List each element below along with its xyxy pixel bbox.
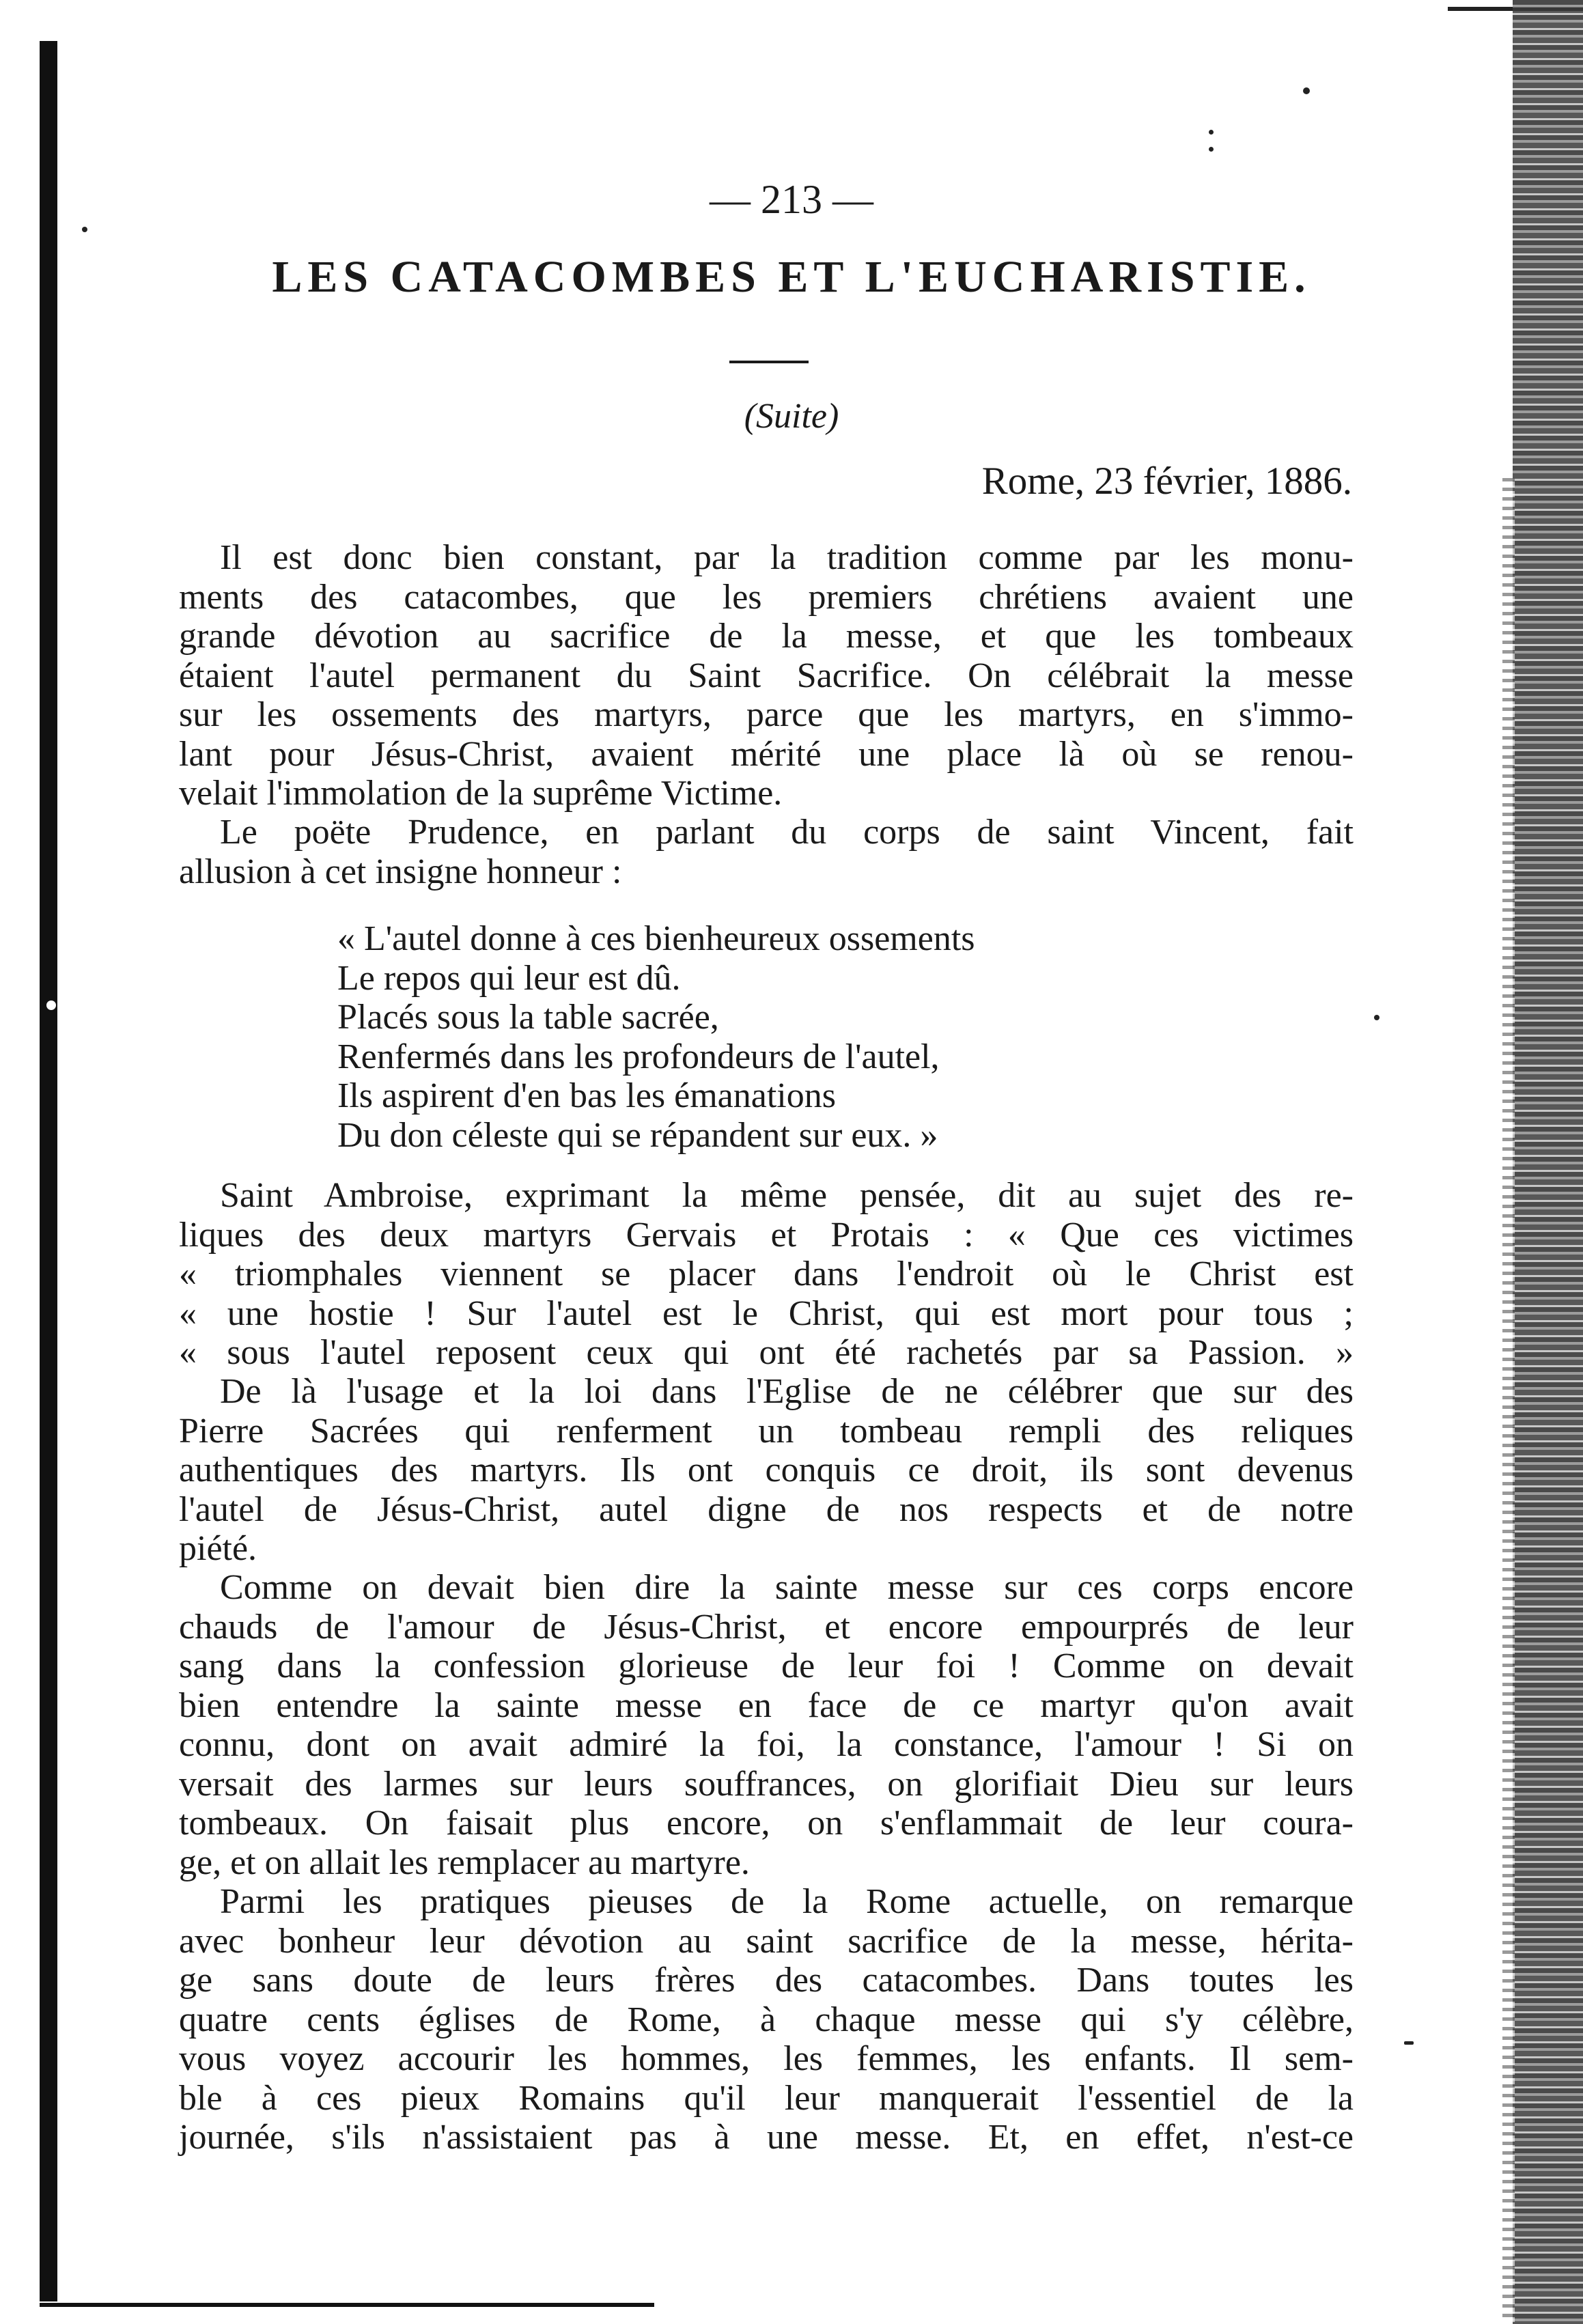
paragraph-3	[179, 1176, 1354, 1373]
poem-verse: « L'autel donne à ces bienheureux ossements	[337, 919, 975, 958]
scan-speck	[46, 1000, 56, 1010]
text-line: connu, dont on avait admiré la foi, la constance, l'amour ! Si on	[179, 1725, 1354, 1764]
scan-left-border	[40, 41, 57, 2301]
poem-verse: Ils aspirent d'en bas les émanations	[337, 1076, 836, 1115]
poem-verse: Du don céleste qui se répandent sur eux. »	[337, 1115, 938, 1155]
text-line: piété.	[179, 1529, 257, 1568]
text-line: quatre cents églises de Rome, à chaque messe qui s'y célèbre,	[179, 2000, 1354, 2039]
text-line: Parmi les pratiques pieuses de la Rome actuelle, on remarque	[220, 1882, 1354, 1921]
text-line: bien entendre la sainte messe en face de ce martyr qu'on avait	[179, 1685, 1354, 1725]
paragraph-2	[179, 813, 1354, 891]
paragraph-4	[179, 1372, 1354, 1569]
paragraph-6	[179, 1882, 1354, 2157]
paragraph-5	[179, 1568, 1354, 1882]
paragraph-1	[179, 538, 1354, 813]
scan-speck	[1303, 87, 1310, 94]
text-line: authentiques des martyrs. Ils ont conquis ce droit, ils sont devenus	[179, 1451, 1354, 1489]
text-line: De là l'usage et la loi dans l'Eglise de ne célébrer que sur des	[220, 1372, 1354, 1411]
scan-speck	[1209, 130, 1214, 135]
text-line: vous voyez accourir les hommes, les femmes, les enfants. Il sem-	[179, 2039, 1354, 2078]
poem-quotation	[337, 919, 1225, 1155]
text-line: chauds de l'amour de Jésus-Christ, et encore empourprés de leur	[179, 1607, 1354, 1647]
poem-verse: Le repos qui leur est dû.	[337, 958, 681, 998]
text-line: journée, s'ils n'assistaient pas à une messe. Et, en effet, n'est-ce	[179, 2118, 1354, 2157]
scan-bottom-border	[40, 2303, 654, 2307]
scan-right-edge	[1513, 0, 1583, 2324]
text-line: étaient l'autel permanent du Saint Sacrifice. On célébrait la messe	[179, 656, 1354, 695]
text-line: « une hostie ! Sur l'autel est le Christ, qui est mort pour tous ;	[179, 1293, 1354, 1333]
text-line: velait l'immolation de la suprême Victime.	[179, 774, 783, 813]
text-line: Pierre Sacrées qui renferment un tombeau rempli des reliques	[179, 1411, 1354, 1451]
text-line: « triomphales viennent se placer dans l'endroit où le Christ est	[179, 1255, 1354, 1293]
text-line: l'autel de Jésus-Christ, autel digne de nos respects et de notre	[179, 1489, 1354, 1529]
text-line: Comme on devait bien dire la sainte messe sur ces corps encore	[220, 1568, 1354, 1607]
text-line: sang dans la confession glorieuse de leur foi ! Comme on devait	[179, 1647, 1354, 1685]
scan-speck	[1209, 147, 1214, 152]
text-line: ments des catacombes, que les premiers chrétiens avaient une	[179, 577, 1354, 617]
text-line: sur les ossements des martyrs, parce que les martyrs, en s'immo-	[179, 695, 1354, 734]
text-line: ble à ces pieux Romains qu'il leur manquerait l'essentiel de la	[179, 2078, 1354, 2118]
dateline: Rome, 23 février, 1886.	[981, 460, 1352, 503]
scan-speck	[1374, 1015, 1379, 1020]
text-line: Il est donc bien constant, par la tradition comme par les monu-	[220, 538, 1354, 577]
title-rule	[729, 361, 809, 363]
text-line: Le poëte Prudence, en parlant du corps de saint Vincent, fait	[220, 813, 1354, 852]
poem-verse: Placés sous la table sacrée,	[337, 998, 719, 1037]
scan-speck	[1404, 2041, 1414, 2045]
scan-right-edge-shadow	[1502, 478, 1515, 2322]
text-line: liques des deux martyrs Gervais et Protais : « Que ces victimes	[179, 1215, 1354, 1255]
text-line: allusion à cet insigne honneur :	[179, 852, 622, 891]
page-number: — 213 —	[710, 177, 873, 222]
subtitle: (Suite)	[744, 397, 839, 436]
text-line: avec bonheur leur dévotion au saint sacrifice de la messe, hérita-	[179, 1921, 1354, 1961]
poem-verse: Renfermés dans les profondeurs de l'autel,	[337, 1037, 940, 1076]
text-line: ge sans doute de leurs frères des catacombes. Dans toutes les	[179, 1961, 1354, 2000]
scan-speck	[82, 227, 87, 232]
text-line: versait des larmes sur leurs souffrances, on glorifiait Dieu sur leurs	[179, 1764, 1354, 1804]
text-line: lant pour Jésus-Christ, avaient mérité une place là où se renou-	[179, 734, 1354, 774]
text-line: « sous l'autel reposent ceux qui ont été rachetés par sa Passion. »	[179, 1333, 1354, 1372]
text-line: ge, et on allait les remplacer au martyre.	[179, 1843, 750, 1882]
page-title: LES CATACOMBES ET L'EUCHARISTIE.	[272, 252, 1311, 302]
text-line: Saint Ambroise, exprimant la même pensée, dit au sujet des re-	[220, 1176, 1354, 1215]
text-line: grande dévotion au sacrifice de la messe, et que les tombeaux	[179, 617, 1354, 656]
text-line: tombeaux. On faisait plus encore, on s'enflammait de leur coura-	[179, 1804, 1354, 1843]
